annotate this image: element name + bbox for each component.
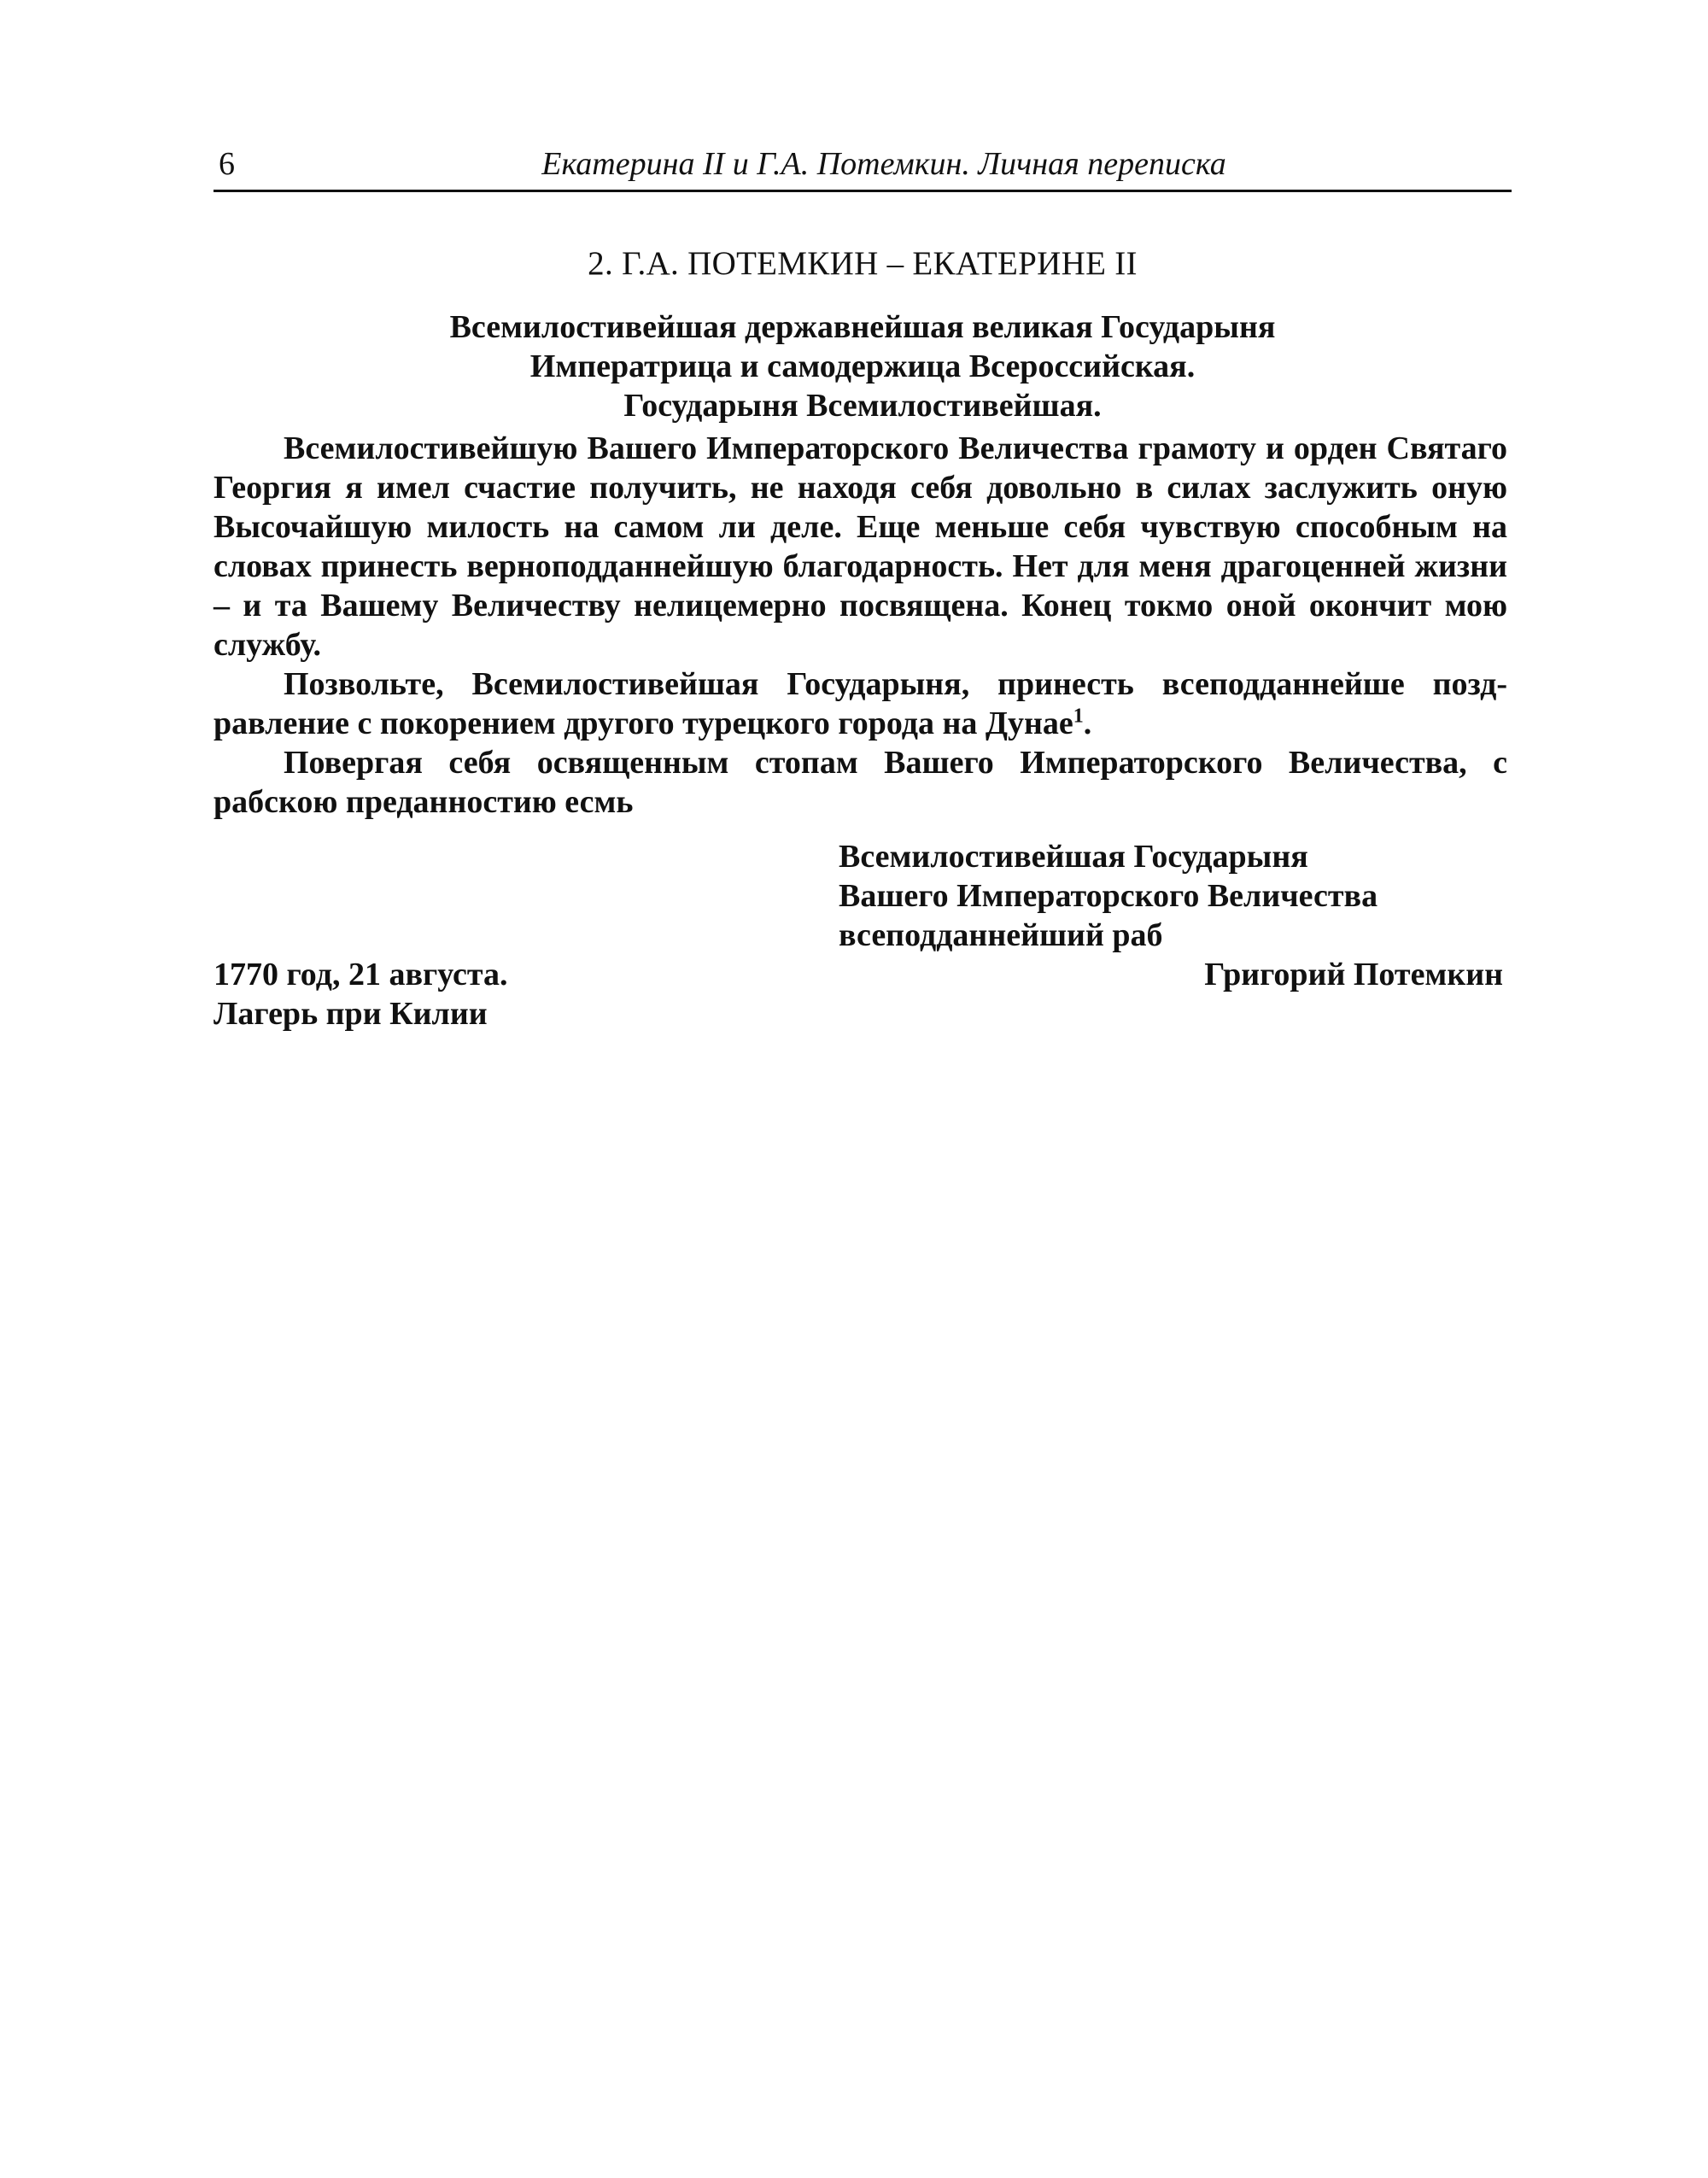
footnote-marker[interactable]: 1 bbox=[1073, 705, 1084, 728]
salutation-line: Государыня Всемилостивейшая. bbox=[623, 388, 1102, 424]
letter-body bbox=[214, 429, 1507, 822]
body-paragraph: Позвольте, Всемилостивейшая Государыня, принесть всеподданнейше поздравление с покорением другого турецкого города на Дунае$^1$. bbox=[214, 666, 1507, 741]
running-header bbox=[214, 143, 1512, 188]
salutation-line: Императрица и самодержица Всероссийская. bbox=[529, 348, 1196, 384]
letter-date: 1770 год, 21 августа. bbox=[214, 957, 508, 992]
signature: Григорий Потемкин bbox=[1204, 957, 1503, 992]
body-paragraph: Повергая себя освященным стопам Вашего Императорского Величества, с рабскою преданностию есмь bbox=[214, 745, 1507, 820]
header-divider bbox=[214, 190, 1512, 192]
running-title: Екатерина II и Г.А. Потемкин. Личная переписка bbox=[541, 146, 1226, 182]
closing-line: всеподданнейший раб bbox=[839, 917, 1163, 953]
page-number: 6 bbox=[219, 146, 235, 182]
salutation-line: Всемилостивейшая державнейшая великая Государыня bbox=[449, 309, 1276, 345]
body-paragraph-text: Позвольте, Всемилостивейшая Государыня, принесть всеподданнейше поздравление с покорением другого турецкого города на Дунае bbox=[214, 666, 1507, 741]
letter-title: 2. Г.А. ПОТЕМКИН – ЕКАТЕРИНЕ II bbox=[588, 245, 1138, 282]
closing-block bbox=[839, 837, 1378, 955]
closing-line: Всемилостивейшая Государыня bbox=[839, 839, 1308, 875]
closing-line: Вашего Императорского Величества bbox=[839, 878, 1378, 914]
salutation bbox=[214, 307, 1512, 425]
letter-place: Лагерь при Килии bbox=[214, 996, 488, 1032]
body-paragraph: Всемилостивейшую Вашего Императорского Величества грамоту и орден Святаго Георгия я имел счастие получить, не находя себя довольно в силах заслужить оную Высочайшую милость на самом ли деле. Еще меньше себя чувствую способным на словах принесть верноподданнейшую благодарность. Нет для меня драгоценней жизни – и та Вашему Величеству нелицемерно посвящена. Конец токмо оной окончит мою службу. bbox=[214, 430, 1507, 663]
